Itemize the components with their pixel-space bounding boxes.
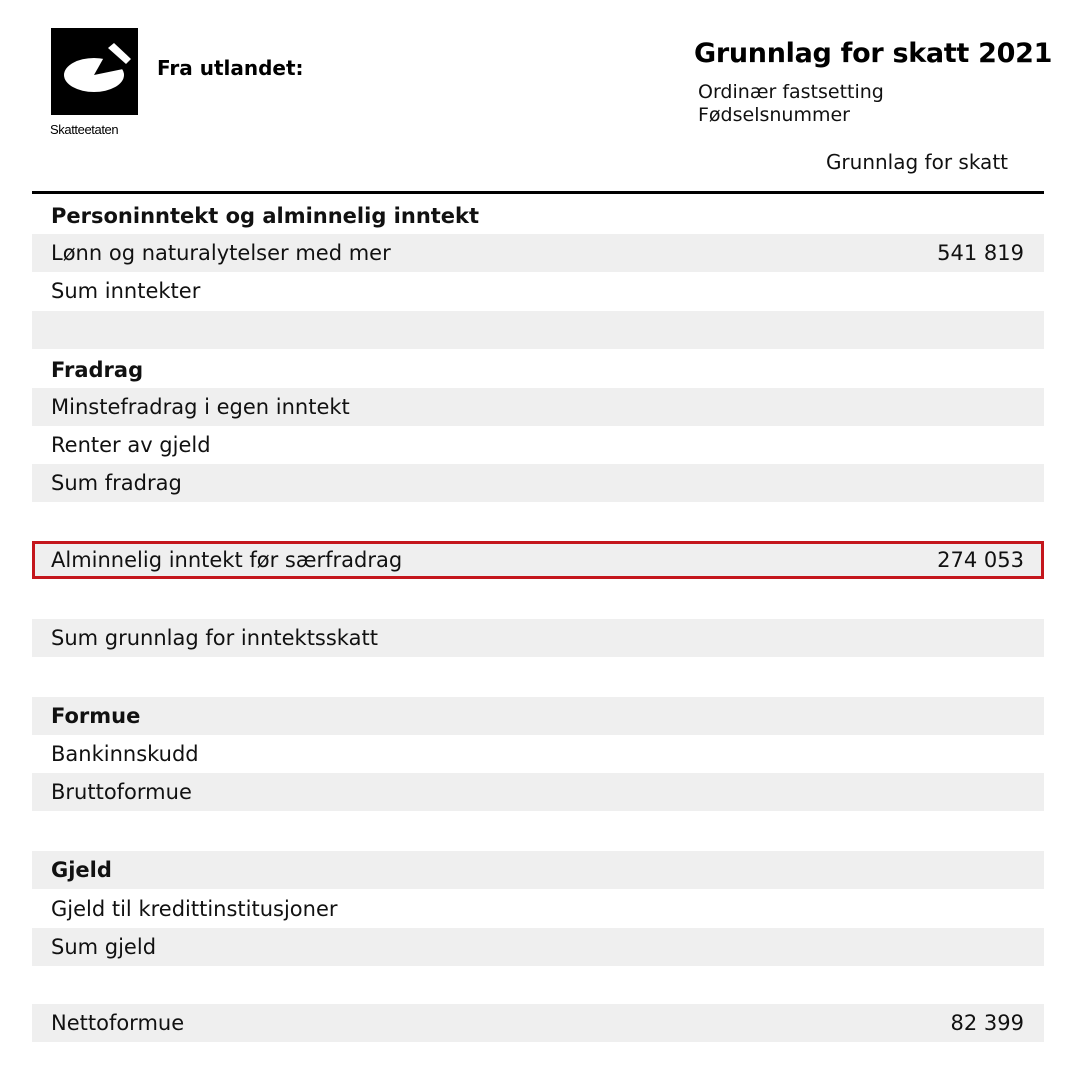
table-row bbox=[32, 928, 1044, 966]
table-row bbox=[32, 272, 1044, 310]
table-row bbox=[32, 388, 1044, 426]
row-value: 82 399 bbox=[950, 1011, 1024, 1035]
row-value: 274 053 bbox=[937, 548, 1024, 572]
table-row bbox=[32, 735, 1044, 773]
row-value: 541 819 bbox=[937, 241, 1024, 265]
net-wealth-row bbox=[32, 1004, 1044, 1042]
table-row-empty bbox=[32, 311, 1044, 349]
row-label: Nettoformue bbox=[51, 1011, 185, 1035]
logo-icon bbox=[51, 28, 138, 115]
row-label: Sum grunnlag for inntektsskatt bbox=[51, 626, 378, 650]
assessment-type: Ordinær fastsetting bbox=[698, 81, 884, 103]
row-label: Bankinnskudd bbox=[51, 742, 199, 766]
row-label: Sum inntekter bbox=[51, 279, 201, 303]
row-label: Bruttoformue bbox=[51, 780, 192, 804]
section-heading-debt bbox=[32, 851, 1044, 889]
logo-wordmark: Skatteetaten bbox=[50, 122, 119, 137]
row-label: Sum gjeld bbox=[51, 935, 157, 959]
national-id-label: Fødselsnummer bbox=[698, 104, 850, 126]
row-label: Fradrag bbox=[51, 358, 144, 382]
row-label: Renter av gjeld bbox=[51, 433, 211, 457]
highlighted-row bbox=[32, 541, 1044, 579]
row-label: Minstefradrag i egen inntekt bbox=[51, 395, 350, 419]
row-label: Gjeld bbox=[51, 858, 112, 882]
table-row bbox=[32, 890, 1044, 928]
table-row bbox=[32, 773, 1044, 811]
table-row bbox=[32, 619, 1044, 657]
row-label: Alminnelig inntekt før særfradrag bbox=[51, 548, 403, 572]
section-heading-deductions bbox=[32, 351, 1044, 389]
table-row bbox=[32, 464, 1044, 502]
document-title: Grunnlag for skatt 2021 bbox=[694, 38, 1053, 69]
row-label: Sum fradrag bbox=[51, 471, 182, 495]
column-heading: Grunnlag for skatt bbox=[825, 150, 1008, 174]
header-divider bbox=[32, 191, 1044, 194]
skatteetaten-logo bbox=[51, 28, 138, 115]
row-label: Formue bbox=[51, 704, 141, 728]
section-heading-wealth bbox=[32, 697, 1044, 735]
table-row bbox=[32, 426, 1044, 464]
from-abroad-label: Fra utlandet: bbox=[157, 56, 304, 80]
row-label: Personinntekt og alminnelig inntekt bbox=[51, 204, 480, 228]
row-label: Lønn og naturalytelser med mer bbox=[51, 241, 391, 265]
section-heading-income bbox=[32, 197, 1044, 235]
table-row bbox=[32, 234, 1044, 272]
row-label: Gjeld til kredittinstitusjoner bbox=[51, 897, 338, 921]
